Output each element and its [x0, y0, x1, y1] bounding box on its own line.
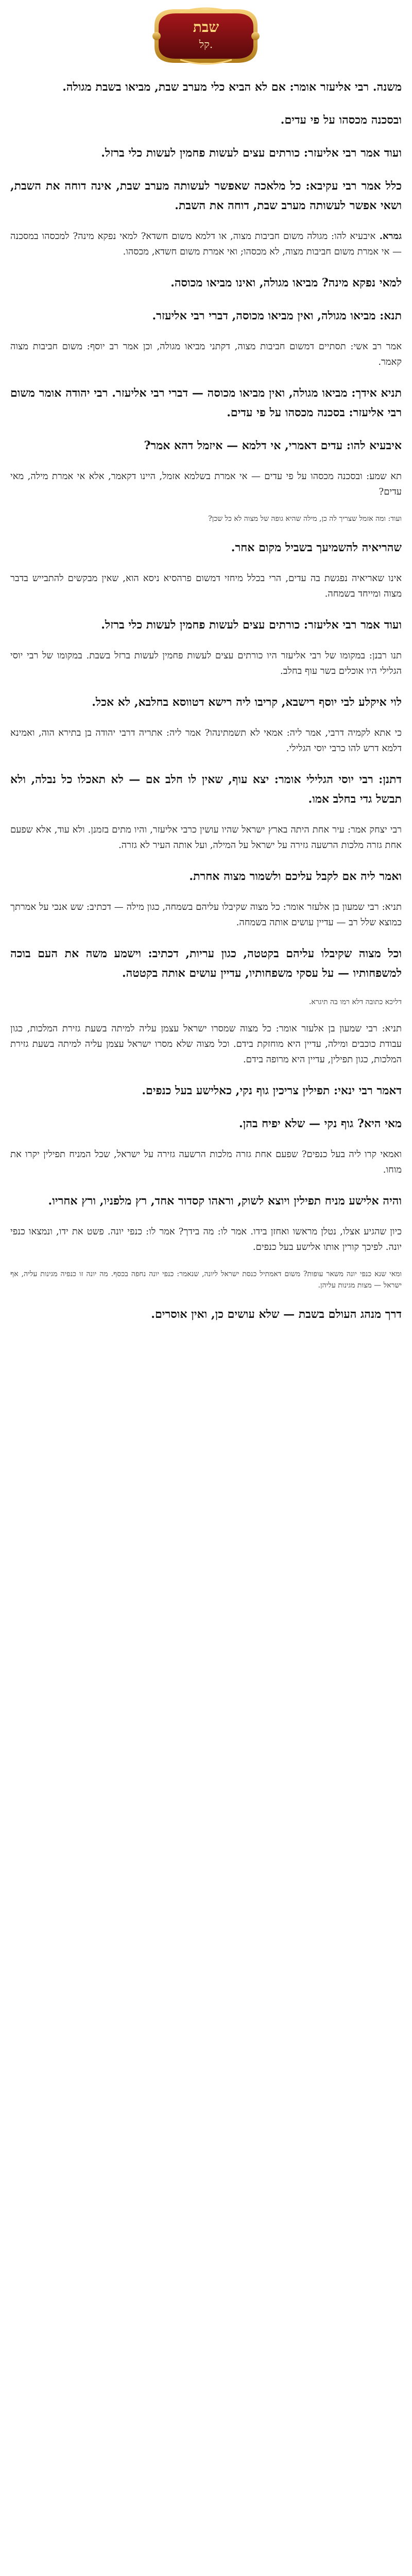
paragraph-text: תנו רבנן: במקומו של רבי אליעזר היו כורתים עצים לעשות פחמין לעשות ברזל בשבת. במקומו של רבי יוסי הגלילי היו אוכלים בשר עוף בחלב.: [10, 650, 402, 676]
paragraph-text: תנא: מביאו מגולה, ואין מביאו מכוסה, דברי רבי אליעזר.: [152, 309, 402, 323]
gemara-paragraph: [10, 383, 402, 422]
paragraph-text: דאמר רבי ינאי: תפילין צריכין גוף נקי, כאלישע בעל כנפים.: [142, 1084, 402, 1097]
paragraph-text: תניא אידך: מביאו מגולה, ואין מביאו מכוסה — דברי רבי אליעזר. רבי יהודה אומר משום רבי אליעזר: בסכנה מכסהו על פי עדים.: [10, 386, 402, 419]
tractate-title: שבת: [193, 19, 219, 36]
paragraph-text: מאי היא? גוף נקי — שלא יפיח בהן.: [238, 1117, 402, 1130]
gemara-paragraph: [10, 1114, 402, 1133]
gemara-paragraph: [10, 1191, 402, 1211]
paragraph-text: למאי נפקא מינה? מביאו מגולה, ואינו מביאו מכוסה.: [170, 276, 402, 290]
paragraph-text: ועוד אמר רבי אליעזר: כורתים עצים לעשות פחמין לעשות כלי ברזל.: [101, 618, 402, 632]
comment-paragraph: [10, 1147, 402, 1178]
comment-paragraph: [10, 1224, 402, 1255]
gemara-paragraph: [10, 273, 402, 293]
gemara-paragraph: [10, 538, 402, 557]
gemara-paragraph: [10, 1304, 402, 1324]
text-body: [10, 77, 402, 1337]
gemara-paragraph: [10, 692, 402, 712]
paragraph-text: דרך מנהג העולם בשבת — שלא עושים כן, ואין אוסרים.: [151, 1308, 402, 1321]
gemara-paragraph: [10, 1081, 402, 1100]
paragraph-text: כי אתא לקמיה דרבי, אמר ליה: אמאי לא תשמתינהו? אמר ליה: אתריה דרבי יהודה בן בתירא הוה, ואמינא דלמא דרש להו כרבי יוסי הגלילי.: [10, 727, 402, 754]
paragraph-text: תא שמע: ובסכנה מכסהו על פי עדים — אי אמרת בשלמא אזמל, היינו דקאמר, אלא אי אמרת מילה, מאי עדים?: [10, 471, 402, 497]
paragraph-text: וכל מצוה שקיבלו עליהם בקטטה, כגון עריות, דכתיב: וישמע משה את העם בוכה למשפחותיו — על עסקי משפחותיו, עדיין עושים אותה בקטטה.: [10, 947, 402, 980]
comment-paragraph: [10, 339, 402, 370]
paragraph-text: כלל אמר רבי עקיבא: כל מלאכה שאפשר לעשותה מערב שבת, אינה דוחה את השבת, ושאי אפשר לעשותה מערב שבת, דוחה את השבת.: [10, 179, 402, 212]
gemara-paragraph: [10, 306, 402, 326]
comment-paragraph: [10, 229, 402, 260]
paragraph-text: תניא: רבי שמעון בן אלעזר אומר: כל מצוה שמסרו ישראל עצמן עליה למיתה בשעת גזירת המלכות, כגון עבודת כוכבים ומילה, עדיין היא מוחזקת בידם. וכל מצוה שלא מסרו ישראל עצמן עליה למיתה בשעת גזירת המלכות, כגון תפילין, עדיין היא מרופה בידם.: [10, 1023, 402, 1065]
comment-paragraph: [10, 900, 402, 930]
paragraph-text: ואמאי קרו ליה בעל כנפים? שפעם אחת גזרה מלכות הרשעה גזירה על ישראל, שכל המניח תפילין יקרו את מוחו.: [10, 1149, 402, 1175]
note-paragraph: [10, 1268, 402, 1291]
paragraph-text: ומאי שנא כנפי יונה משאר עופות? משום דאמתיל כנסת ישראל ליונה, שנאמר: כנפי יונה נחפה בכסף. מה יונה זו כנפיה מגינות עליה, אף ישראל — מצות מגינות עליהן.: [10, 1270, 402, 1290]
gemara-paragraph: [10, 176, 402, 215]
paragraph-text: ואמר ליה אם לקבל עליכם ולשמור מצוה אחרת.: [189, 870, 402, 883]
paragraph-text: אמר רב אשי: תסתיים דמשום חביבות מצוה, דקתני מביאו מגולה, וכן אמר רב יוסף: משום חביבות מצוה קאמר.: [10, 341, 402, 367]
comment-paragraph: [10, 822, 402, 853]
comment-paragraph: [10, 469, 402, 500]
gemara-paragraph: [10, 867, 402, 886]
paragraph-lead: גמרא.: [375, 231, 402, 242]
gemara-paragraph: [10, 143, 402, 163]
paragraph-text: איבעיא להו: עדים דאמרי, אי דלמא — איזמל דהא אמר?: [144, 439, 402, 452]
daf-label: קל.: [199, 38, 213, 50]
comment-paragraph: [10, 648, 402, 679]
note-paragraph: [10, 513, 402, 524]
gemara-paragraph: [10, 436, 402, 455]
gemara-paragraph: [10, 770, 402, 809]
paragraph-text: ועוד: ומה אזמל שצריך לה כן, מילה שהיא גופה של מצוה לא כל שכן?: [208, 515, 402, 523]
paragraph-text: ובסכנה מכסהו על פי עדים.: [280, 113, 402, 127]
paragraph-text: איבעיא להו: מגולה משום חביבות מצוה, או דלמא משום חשדא? למאי נפקא מינה? למכסהו במסכנה — אי אמרת משום חביבות מצוה, לא מכסהו; ואי אמרת משום חשדא, מכסהו.: [10, 231, 402, 257]
gemara-paragraph: [10, 77, 402, 97]
paragraph-text: כיון שהגיע אצלו, נטלן מראשו ואחזן בידו. אמר לו: מה בידך? אמר לו: כנפי יונה. פשט את ידו, ונמצאו כנפי יונה. לפיכך קורין אותו אלישע בעל כנפים.: [10, 1226, 402, 1252]
gemara-paragraph: [10, 944, 402, 983]
paragraph-text: שהריאיה להשמיעך בשביל מקום אחר.: [231, 541, 402, 554]
paragraph-text: דליכא כתובה דלא רמו בה תיגרא.: [308, 998, 402, 1006]
comment-paragraph: [10, 571, 402, 602]
note-paragraph: [10, 996, 402, 1008]
paragraph-text: ועוד אמר רבי אליעזר: כורתים עצים לעשות פחמין לעשות כלי ברזל.: [101, 146, 402, 160]
header-banner: [149, 5, 263, 66]
gemara-paragraph: [10, 110, 402, 130]
paragraph-text: דתנן: רבי יוסי הגלילי אומר: יצא עוף, שאין לו חלב אם — לא תאכלו כל נבלה, ולא תבשל גדי בחלב אמו.: [10, 773, 402, 806]
paragraph-text: רבי אליעזר אומר: אם לא הביא כלי מערב שבת, מביאו בשבת מגולה.: [62, 80, 369, 94]
comment-paragraph: [10, 725, 402, 756]
paragraph-text: לוי איקלע לבי יוסף רישבא, קריבו ליה רישא דטווסא בחלבא, לא אכל.: [92, 696, 402, 709]
paragraph-text: אינו שאריאיה נפגשת בה עדים, הרי בכלל מיחזי דמשום פרהסיא ניסא הוא, שאין מבקשים להתבייש בדבר מצוה ומייחד בשמחה.: [10, 573, 402, 599]
paragraph-text: רבי יצחק אמר: עיר אחת היתה בארץ ישראל שהיו עושין כרבי אליעזר, והיו מתים בזמנן. ולא עוד, אלא שפעם אחת גזרה מלכות הרשעה גזירה על ישראל על המילה, ועל אותה העיר לא גזרה.: [10, 824, 402, 851]
gemara-paragraph: [10, 615, 402, 635]
paragraph-text: והיה אלישע מניח תפילין ויוצא לשוק, וראהו קסדור אחד, רץ מלפניו, ורץ אחריו.: [48, 1194, 402, 1208]
comment-paragraph: [10, 1021, 402, 1067]
paragraph-text: תניא: רבי שמעון בן אלעזר אומר: כל מצוה שקיבלו עליהם בשמחה, כגון מילה — דכתיב: שש אנכי על אמרתך כמוצא שלל רב — עדיין עושים אותה בשמחה.: [10, 902, 402, 928]
paragraph-lead: משנה.: [369, 80, 402, 94]
